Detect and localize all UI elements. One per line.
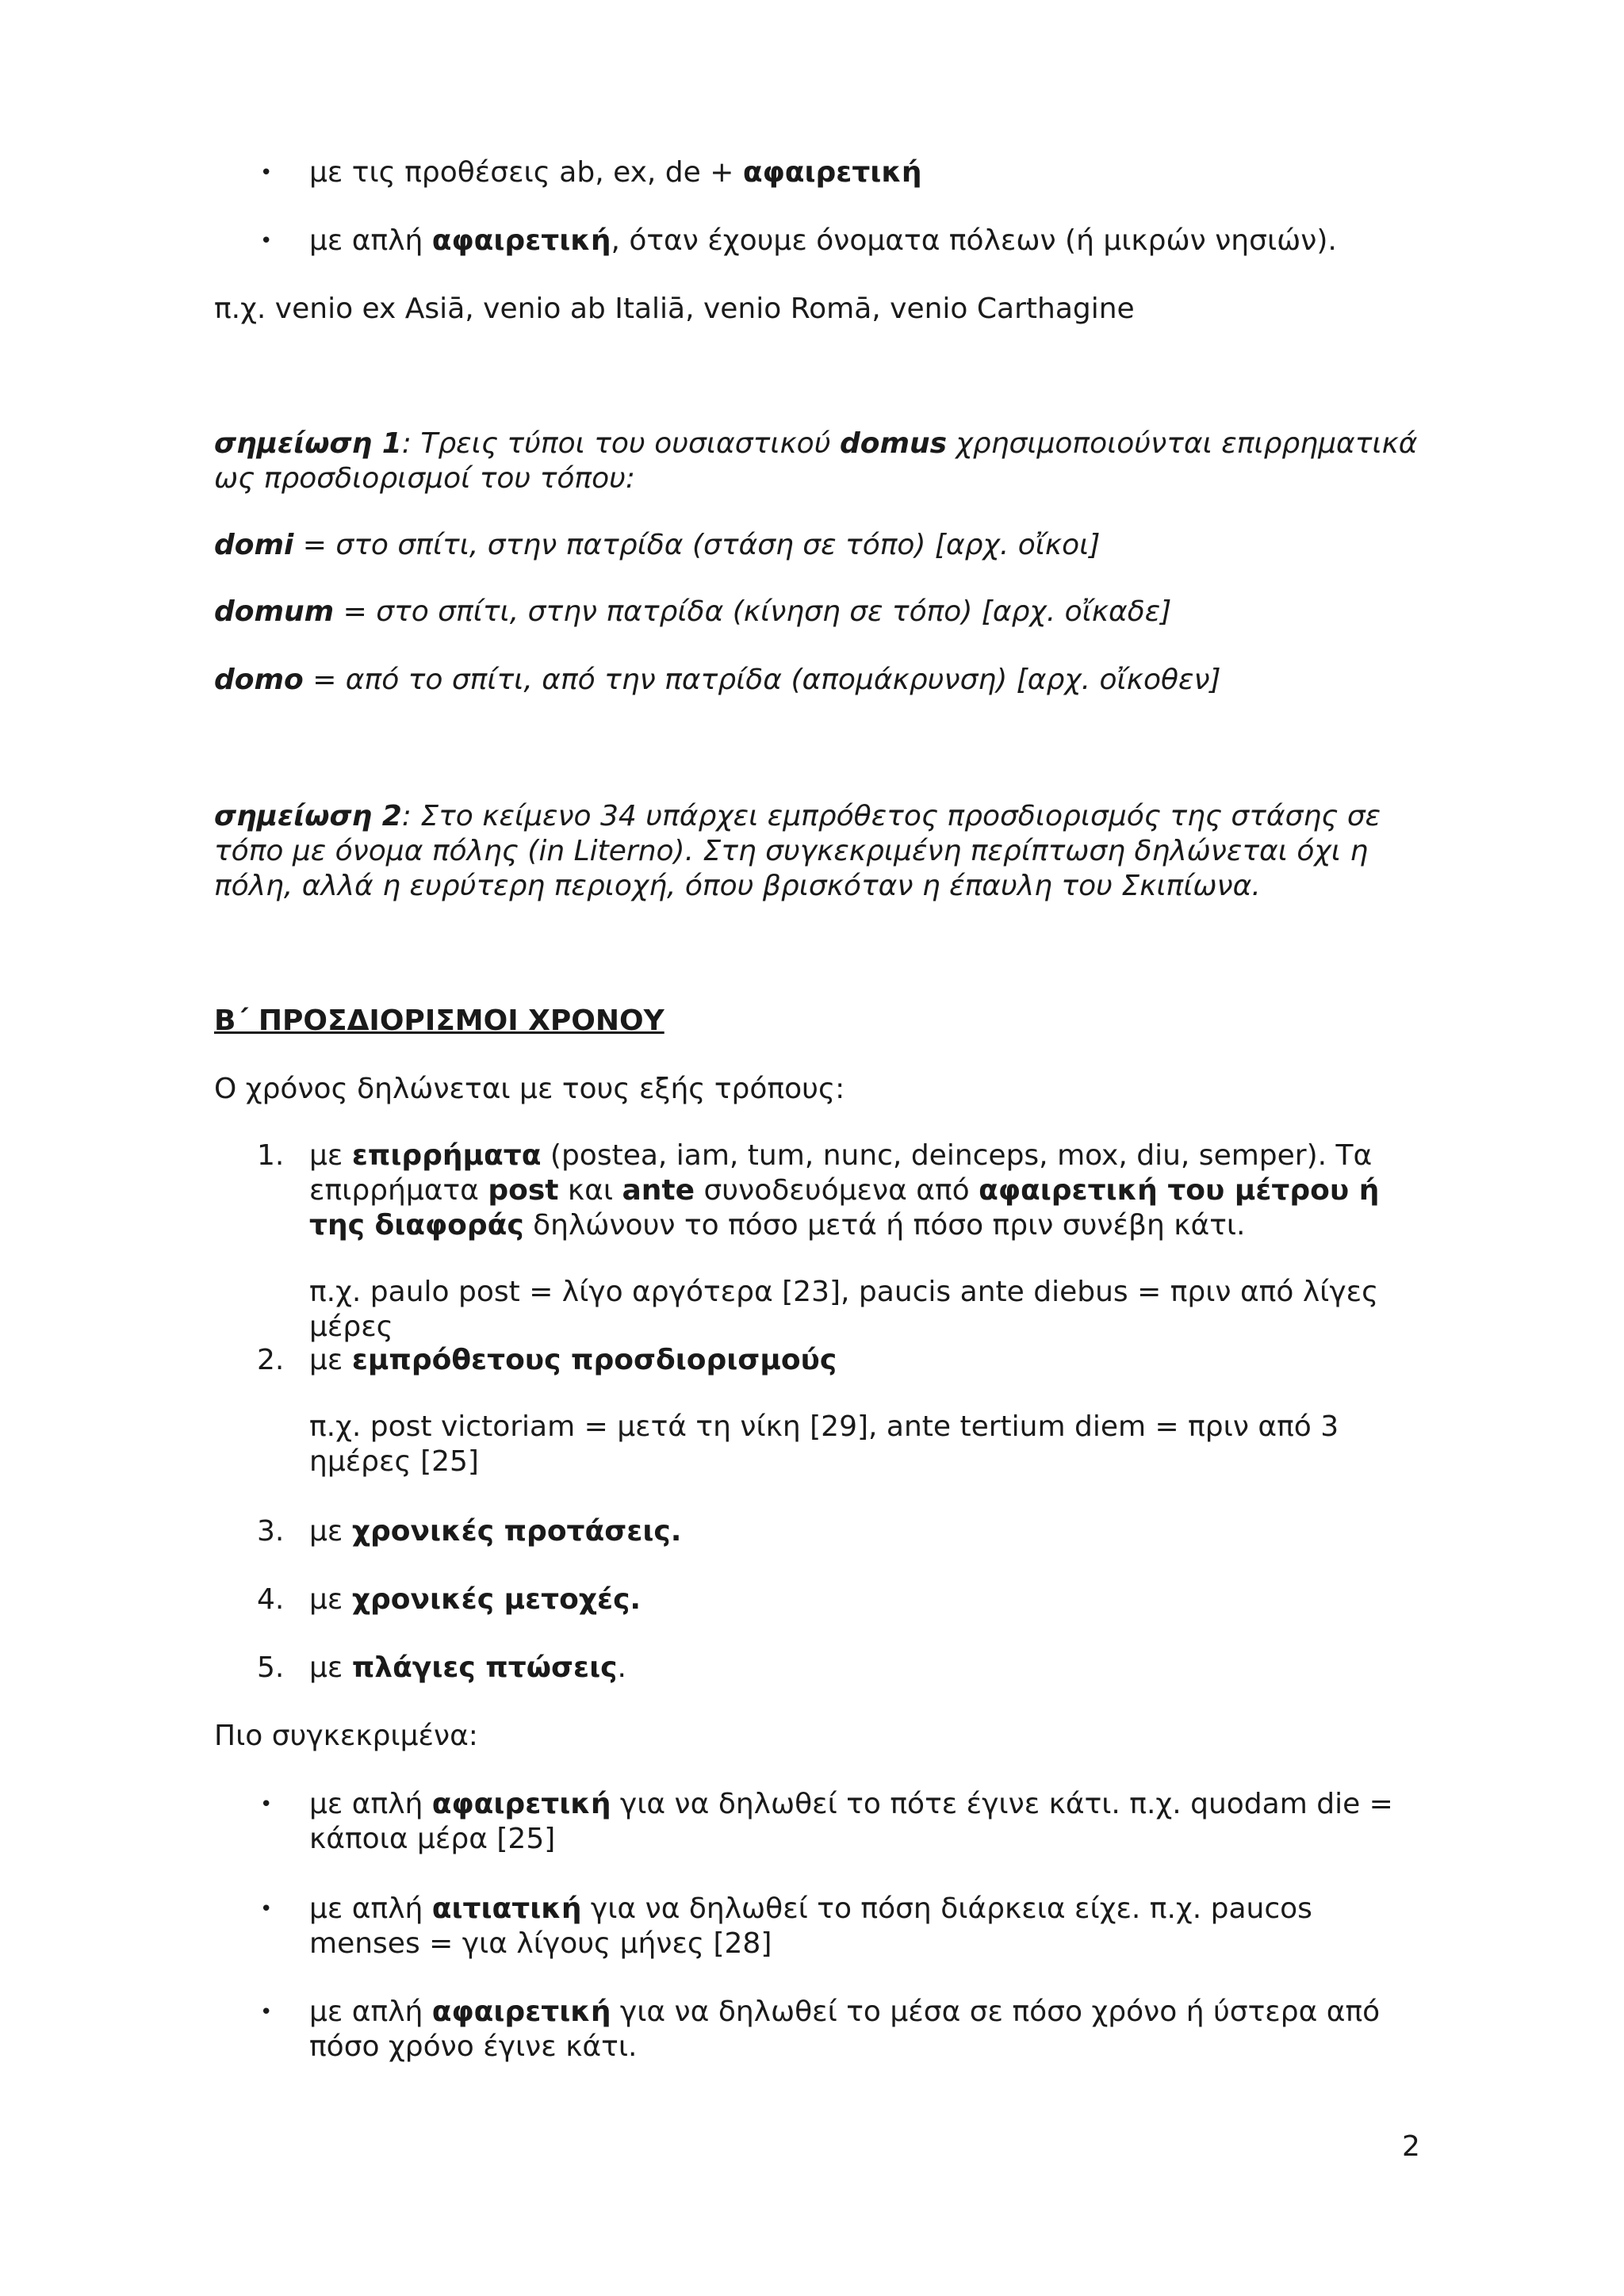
- section-heading: Β΄ ΠΡΟΣΔΙΟΡΙΣΜΟΙ ΧΡΟΝΟΥ: [214, 1004, 665, 1037]
- numbered-item: 3. με χρονικές προτάσεις.: [257, 1515, 682, 1548]
- item-example: π.χ. post victoriam = μετά τη νίκη [29], ante tertium diem = πριν από 3 ημέρες [25]: [309, 1410, 1339, 1478]
- item-example: π.χ. paulo post = λίγο αργότερα [23], paucis ante diebus = πριν από λίγες μέρες: [309, 1276, 1379, 1343]
- item-number: 1.: [257, 1139, 285, 1172]
- numbered-item: 5. με πλάγιες πτώσεις.: [257, 1651, 626, 1684]
- item-number: 3.: [257, 1515, 285, 1548]
- item-number: 5.: [257, 1651, 285, 1684]
- note-1: σημείωση 1: Τρεις τύποι του ουσιαστικού domus χρησιμοποιούνται επιρρηματικά ως προσδιορισμοί του τόπου:: [214, 427, 1418, 495]
- numbered-item: 1. με επιρρήματα (postea, iam, tum, nunc, deinceps, mox, diu, semper). Τα επιρρήματα post και ante συνοδευόμενα από αφαιρετική του μέτρου ή της διαφοράς δηλώνουν το πόσο μετά ή πόσο πριν συνέβη κάτι.: [257, 1139, 1380, 1242]
- note-1-label: σημείωση 1: [214, 427, 402, 460]
- item-number: 4.: [257, 1583, 285, 1616]
- more-specific-text: Πιο συγκεκριμένα:: [214, 1720, 478, 1752]
- list-item: • με απλή αιτιατική για να δηλωθεί το πόση διάρκεια είχε. π.χ. paucos menses = για λίγους μήνες [28]: [260, 1892, 1312, 1960]
- bullet-icon: •: [260, 1793, 273, 1816]
- list-item: • με απλή αφαιρετική για να δηλωθεί το πότε έγινε κάτι. π.χ. quodam die = κάποια μέρα [25]: [260, 1788, 1393, 1855]
- bullet-icon: •: [260, 161, 273, 185]
- bullet-icon: •: [260, 229, 273, 253]
- bullet-icon: •: [260, 1897, 273, 1921]
- note-2-label: σημείωση 2: [214, 800, 402, 832]
- numbered-item: 4. με χρονικές μετοχές.: [257, 1583, 642, 1616]
- list-item: • με απλή αφαιρετική για να δηλωθεί το μέσα σε πόσο χρόνο ή ύστερα από πόσο χρόνο έγινε κάτι.: [260, 1996, 1381, 2063]
- item-number: 2.: [257, 1344, 285, 1376]
- numbered-item: 2. με εμπρόθετους προσδιορισμούς: [257, 1344, 837, 1376]
- bullet-icon: •: [260, 2000, 273, 2024]
- domus-form: domi = στο σπίτι, στην πατρίδα (στάση σε τόπο) [αρχ. οἴκοι]: [214, 529, 1101, 561]
- list-item: • με απλή αφαιρετική, όταν έχουμε όνοματα πόλεων (ή μικρών νησιών).: [260, 224, 1337, 257]
- example-place: π.χ. venio ex Asiā, venio ab Italiā, venio Romā, venio Carthagine: [214, 293, 1135, 325]
- domus-form: domum = στο σπίτι, στην πατρίδα (κίνηση σε τόπο) [αρχ. οἴκαδε]: [214, 595, 1172, 628]
- list-item: • με τις προθέσεις ab, ex, de + αφαιρετική: [260, 156, 922, 189]
- domus-form: domo = από το σπίτι, από την πατρίδα (απομάκρυνση) [αρχ. οἴκοθεν]: [214, 664, 1221, 696]
- intro-text: Ο χρόνος δηλώνεται με τους εξής τρόπους:: [214, 1073, 845, 1105]
- page-number: 2: [1402, 2130, 1420, 2163]
- note-2: σημείωση 2: Στο κείμενο 34 υπάρχει εμπρόθετος προσδιορισμός της στάσης σε τόπο με όνομα πόλης (in Literno). Στη συγκεκριμένη περίπτωση δηλώνεται όχι η πόλη, αλλά η ευρύτερη περιοχή, όπου βρισκόταν η έπαυλη του Σκιπίωνα.: [214, 800, 1381, 902]
